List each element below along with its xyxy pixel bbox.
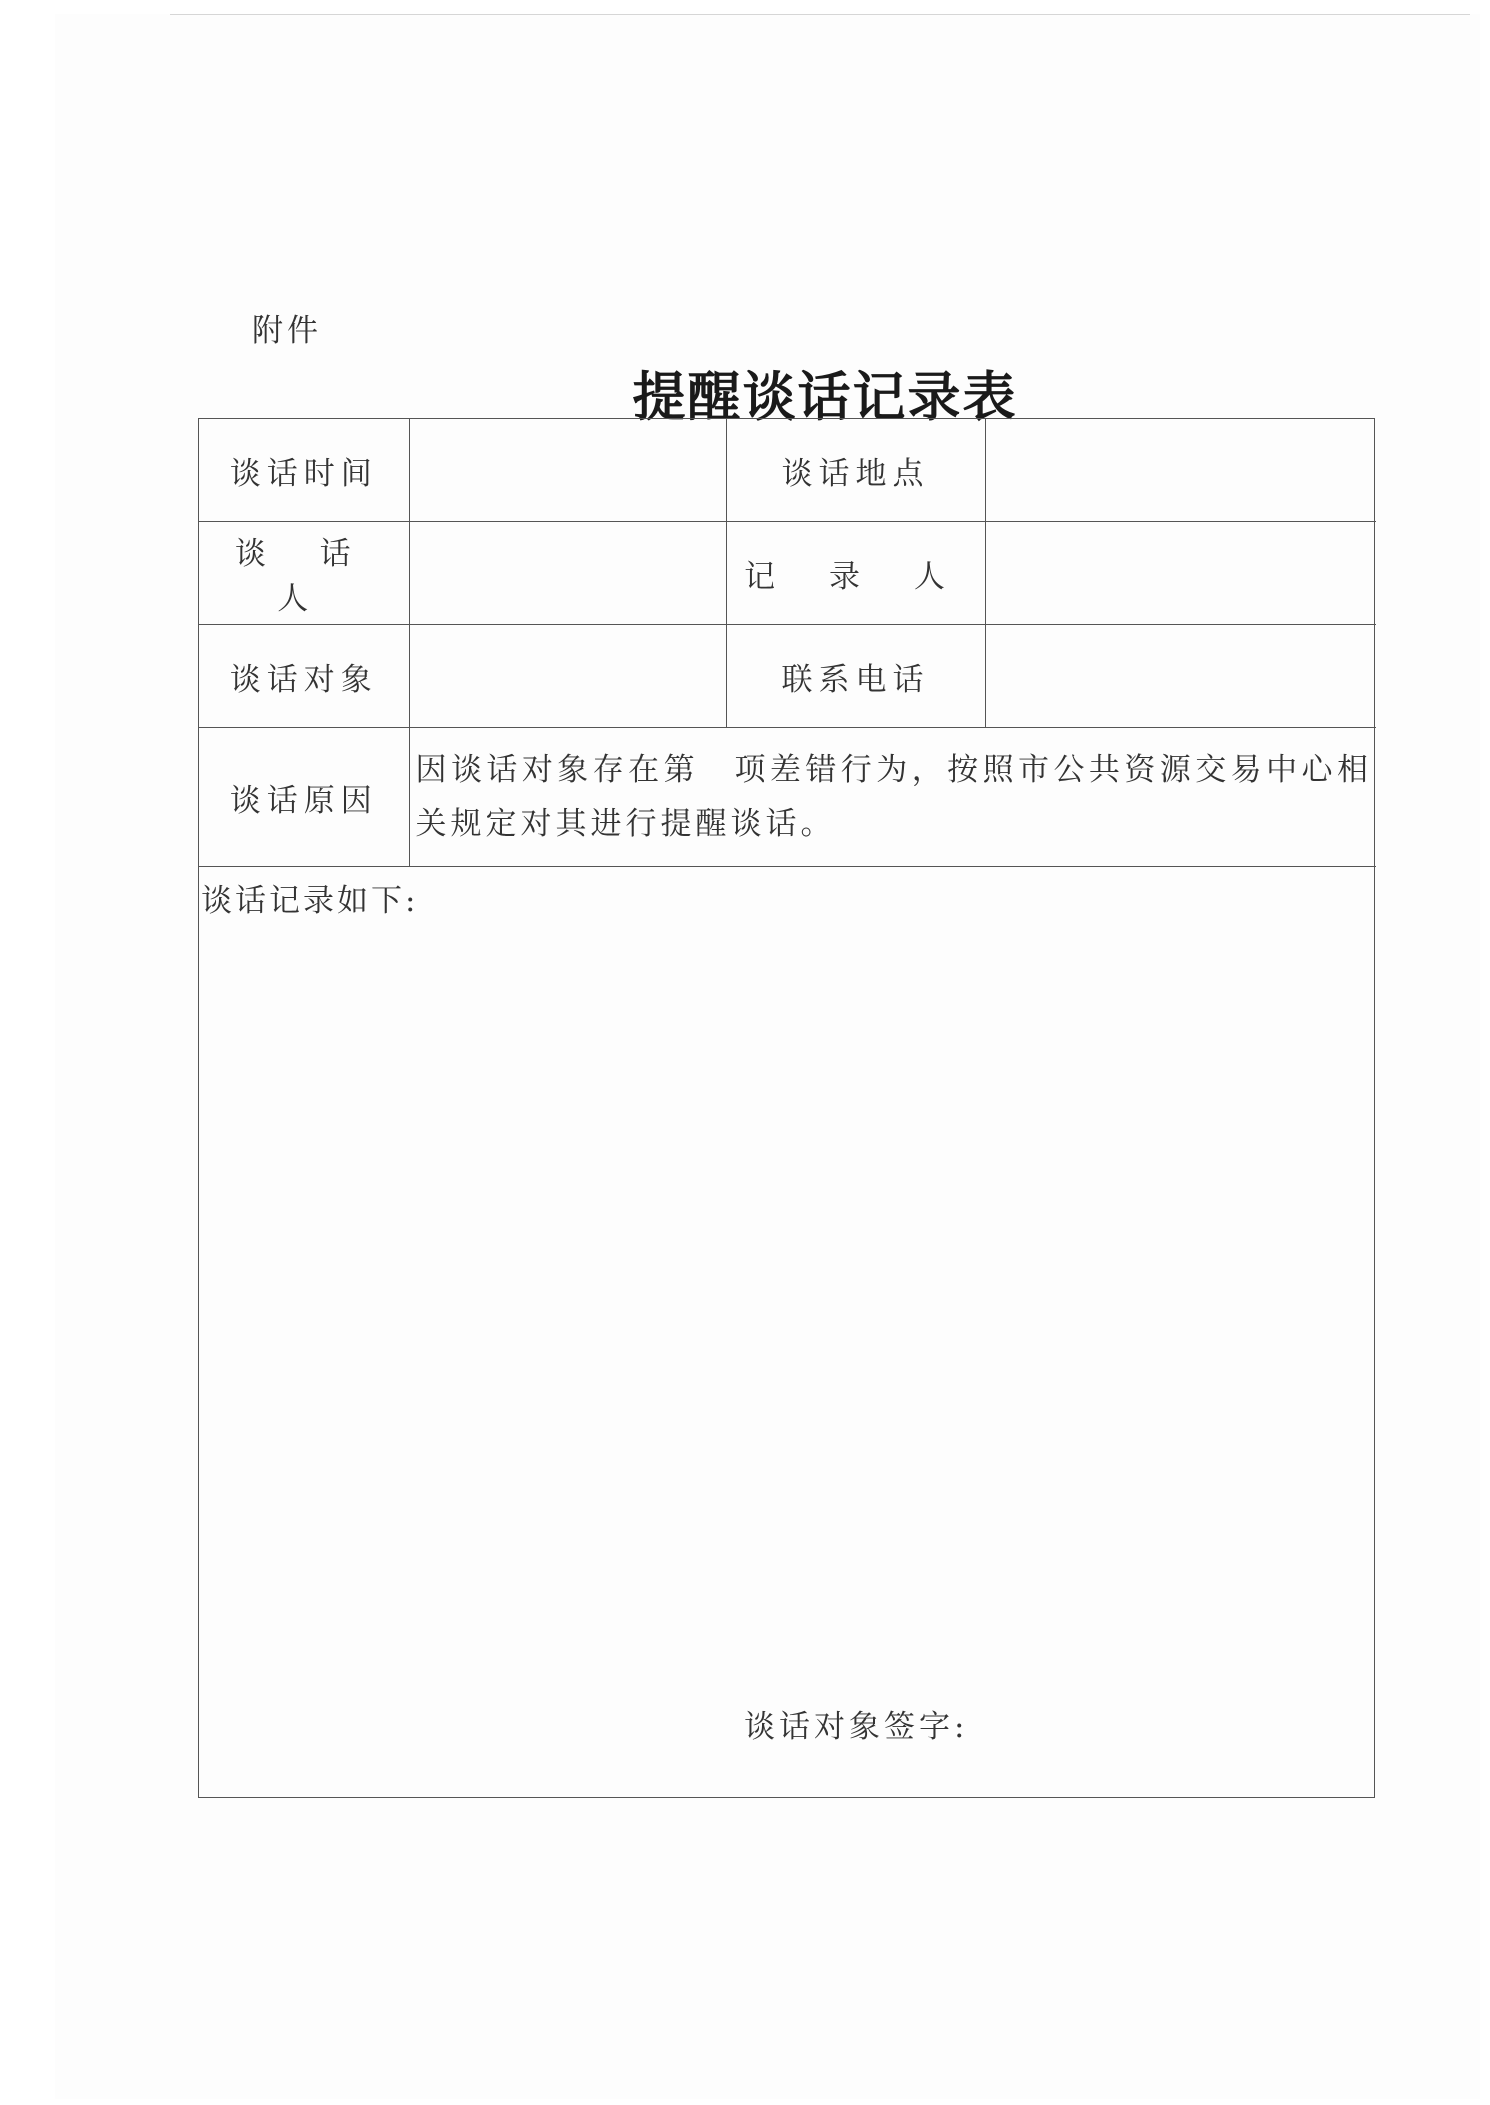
paper-top-edge (170, 14, 1470, 15)
reason-text: 因谈话对象存在第 项差错行为，按照市公共资源交易中心相关规定对其进行提醒谈话。 (409, 728, 1376, 867)
table-row (199, 522, 1376, 625)
interviewer-label: 谈 话 人 (199, 522, 409, 625)
phone-label: 联系电话 (726, 625, 985, 728)
time-value[interactable] (409, 419, 726, 522)
table-row (199, 419, 1376, 522)
recorder-label: 记 录 人 (726, 522, 985, 625)
form-title: 提醒谈话记录表 (632, 366, 1018, 428)
table-row (199, 625, 1376, 728)
subject-label: 谈话对象 (199, 625, 409, 728)
subject-value[interactable] (409, 625, 726, 728)
attachment-label: 附件 (252, 313, 322, 349)
record-area[interactable] (199, 855, 1374, 1795)
signature-label: 谈话对象签字: (744, 1709, 969, 1745)
recorder-value[interactable] (985, 522, 1376, 625)
location-label: 谈话地点 (726, 419, 985, 522)
record-label: 谈话记录如下: (201, 883, 419, 919)
phone-value[interactable] (985, 625, 1376, 728)
table-row (199, 728, 1376, 867)
reason-label: 谈话原因 (199, 728, 409, 867)
time-label: 谈话时间 (199, 419, 409, 522)
info-table (199, 419, 1376, 867)
location-value[interactable] (985, 419, 1376, 522)
record-form (198, 418, 1375, 1798)
interviewer-value[interactable] (409, 522, 726, 625)
